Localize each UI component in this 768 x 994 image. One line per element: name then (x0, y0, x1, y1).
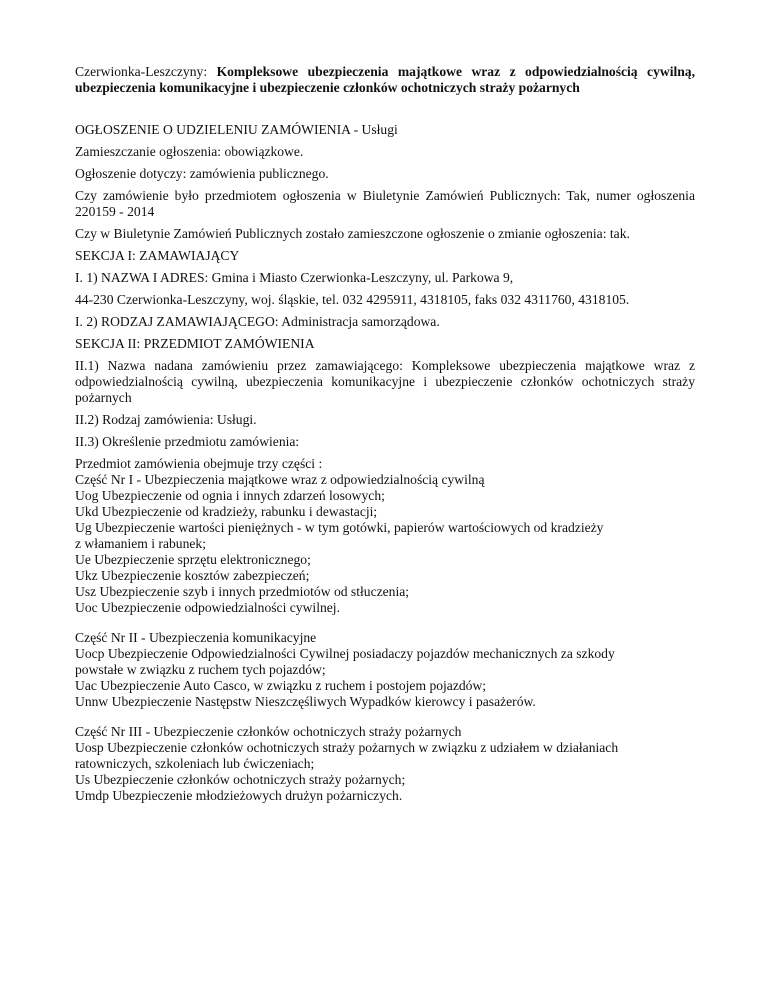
contracting-authority-address: 44-230 Czerwionka-Leszczyny, woj. śląskie, tel. 032 4295911, 4318105, faks 032 4311760, 4318105. (75, 292, 630, 307)
document-title (75, 64, 695, 96)
list-line: ratowniczych, szkoleniach lub ćwiczeniach; (75, 756, 315, 771)
list-line: Uoc Ubezpieczenie odpowiedzialności cywilnej. (75, 600, 340, 615)
notice-scope: Ogłoszenie dotyczy: zamówienia publicznego. (75, 166, 329, 181)
list-line: Ue Ubezpieczenie sprzętu elektronicznego; (75, 552, 311, 567)
publication-mode: Zamieszczanie ogłoszenia: obowiązkowe. (75, 144, 304, 159)
list-line: Uocp Ubezpieczenie Odpowiedzialności Cywilnej posiadaczy pojazdów mechanicznych za szkody (75, 646, 615, 661)
list-line: Umdp Ubezpieczenie młodzieżowych drużyn pożarniczych. (75, 788, 403, 803)
bulletin-change-info: Czy w Biuletynie Zamówień Publicznych zostało zamieszczone ogłoszenie o zmianie ogłoszenia: tak. (75, 226, 630, 241)
section-1-heading: SEKCJA I: ZAMAWIAJĄCY (75, 248, 240, 263)
contract-type: II.2) Rodzaj zamówienia: Usługi. (75, 412, 257, 427)
list-line: Uog Ubezpieczenie od ognia i innych zdarzeń losowych; (75, 488, 385, 503)
list-line: Uac Ubezpieczenie Auto Casco, w związku z ruchem i postojem pojazdów; (75, 678, 487, 693)
list-line: Ug Ubezpieczenie wartości pieniężnych - w tym gotówki, papierów wartościowych od kradzieży (75, 520, 604, 535)
title-location: Czerwionka-Leszczyny: (75, 64, 217, 79)
section-2-heading: SEKCJA II: PRZEDMIOT ZAMÓWIENIA (75, 336, 315, 351)
list-line: z włamaniem i rabunek; (75, 536, 206, 551)
list-line: Część Nr I - Ubezpieczenia majątkowe wraz z odpowiedzialnością cywilną (75, 472, 485, 487)
notice-heading: OGŁOSZENIE O UDZIELENIU ZAMÓWIENIA - Usługi (75, 122, 398, 137)
list-line: Ukd Ubezpieczenie od kradzieży, rabunku i dewastacji; (75, 504, 378, 519)
part-2-block (75, 630, 695, 710)
list-line: Unnw Ubezpieczenie Następstw Nieszczęśliwych Wypadków kierowcy i pasażerów. (75, 694, 536, 709)
contract-subject-heading: II.3) Określenie przedmiotu zamówienia: (75, 434, 300, 449)
list-line: Część Nr II - Ubezpieczenia komunikacyjne (75, 630, 317, 645)
contract-name: II.1) Nazwa nadana zamówieniu przez zamawiającego: Kompleksowe ubezpieczenia majątkowe wraz z odpowiedzialnością cywilną, ubezpieczenia komunikacyjne i ubezpieczenie członków ochotniczych straży pożarnych (75, 358, 695, 405)
contracting-authority-name: I. 1) NAZWA I ADRES: Gmina i Miasto Czerwionka-Leszczyny, ul. Parkowa 9, (75, 270, 514, 285)
list-line: Część Nr III - Ubezpieczenie członków ochotniczych straży pożarnych (75, 724, 462, 739)
list-line: Usz Ubezpieczenie szyb i innych przedmiotów od stłuczenia; (75, 584, 410, 599)
list-line: powstałe w związku z ruchem tych pojazdów; (75, 662, 326, 677)
part-3-block (75, 724, 695, 804)
part-1-block (75, 456, 695, 616)
list-line: Ukz Ubezpieczenie kosztów zabezpieczeń; (75, 568, 310, 583)
title-subject: Kompleksowe ubezpieczenia majątkowe wraz z odpowiedzialnością cywilną, ubezpieczenia komunikacyjne i ubezpieczenie członków ochotniczych straży pożarnych (75, 64, 696, 95)
list-line: Przedmiot zamówienia obejmuje trzy części : (75, 456, 323, 471)
list-line: Uosp Ubezpieczenie członków ochotniczych straży pożarnych w związku z udziałem w działaniach (75, 740, 619, 755)
document-page (75, 64, 695, 818)
bulletin-notice-info: Czy zamówienie było przedmiotem ogłoszenia w Biuletynie Zamówień Publicznych: Tak, numer ogłoszenia 220159 - 2014 (75, 188, 695, 219)
list-line: Us Ubezpieczenie członków ochotniczych straży pożarnych; (75, 772, 406, 787)
contracting-authority-type: I. 2) RODZAJ ZAMAWIAJĄCEGO: Administracja samorządowa. (75, 314, 440, 329)
